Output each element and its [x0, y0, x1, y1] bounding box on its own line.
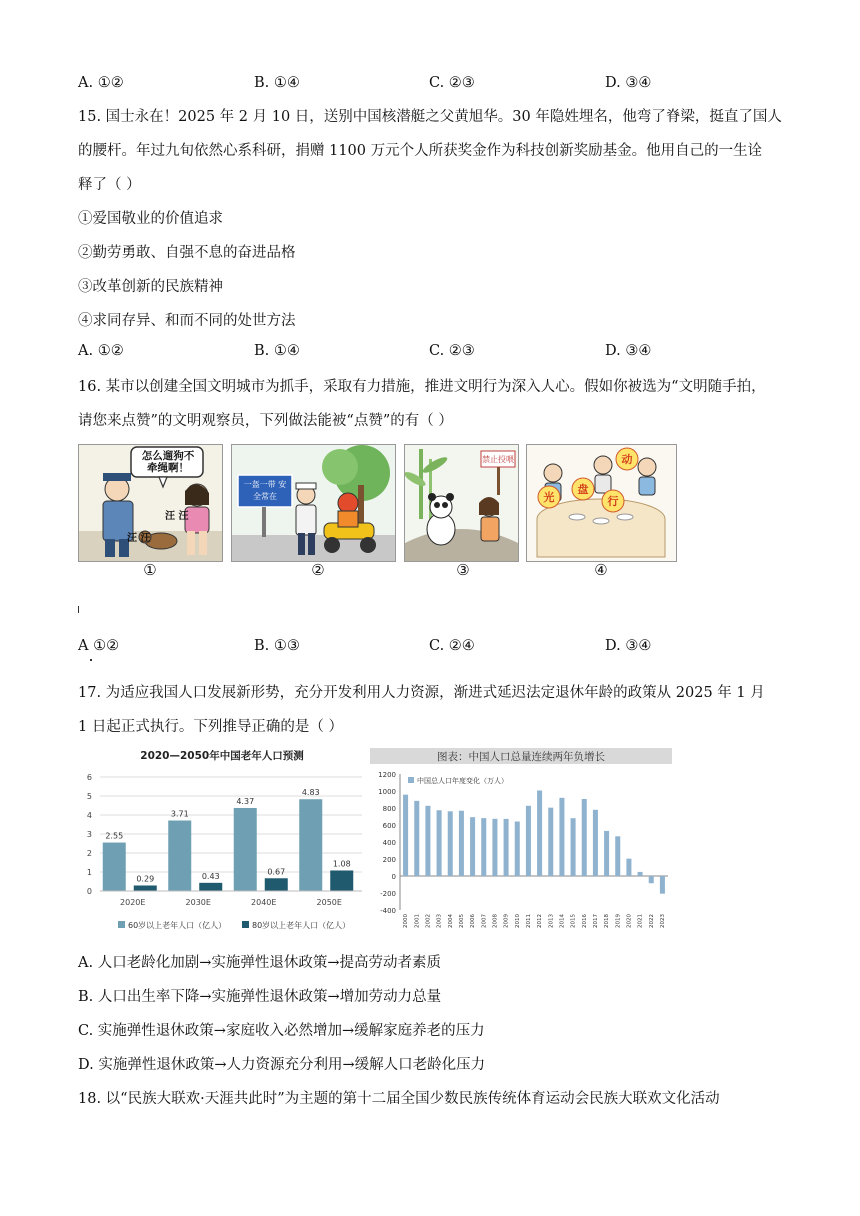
- chart-2-ytick-label: 600: [382, 822, 396, 830]
- chart-1-bar: [234, 808, 257, 891]
- chart-2-bar: [492, 819, 497, 876]
- q17-option-b[interactable]: B. 人口出生率下降→实施弹性退休政策→增加劳动力总量: [78, 989, 442, 1005]
- stray-mark-1: [78, 606, 79, 613]
- picture-1-bark-text: 汪 汪: [165, 511, 189, 522]
- q17-option-d[interactable]: D. 实施弹性退休政策→人力资源充分利用→缓解人口老龄化压力: [78, 1057, 486, 1073]
- chart-2-xtick-label: 2011: [525, 914, 532, 928]
- chart-2-ytick-label: -400: [380, 907, 396, 915]
- stray-mark-2: [90, 659, 92, 661]
- picture-4-badge-3: 行: [607, 495, 619, 508]
- chart-2-xtick-label: 2014: [559, 914, 566, 928]
- chart-2-xtick-label: 2016: [581, 914, 588, 928]
- chart-1-bar: [299, 799, 322, 891]
- picture-1-dog-walking: [78, 444, 223, 562]
- chart-1-data-label: 0.43: [201, 871, 220, 881]
- picture-2-helmet-check: [231, 444, 396, 562]
- chart-2-xtick-label: 2000: [403, 914, 410, 928]
- chart-2-ytick-label: 1000: [378, 788, 396, 796]
- chart-2-ytick-label: 400: [382, 839, 396, 847]
- chart-2-xtick-label: 2020: [626, 914, 633, 928]
- chart-2-bar: [593, 810, 598, 876]
- picture-1-bubble-text: 怎么遛狗不牵绳啊！: [141, 450, 195, 474]
- chart-2-bar: [470, 817, 475, 876]
- chart-1-ytick-label: 4: [86, 811, 92, 820]
- chart-1-bar: [199, 883, 222, 891]
- chart-2-xtick-label: 2004: [447, 914, 454, 928]
- chart-1-title: 2020—2050年中国老年人口预测: [140, 750, 304, 762]
- chart-2-bar: [459, 811, 464, 876]
- chart-2-xtick-label: 2005: [458, 914, 465, 928]
- picture-4-badge-2: 盘: [577, 483, 589, 496]
- chart-1-xtick-label: 2020E: [120, 898, 146, 907]
- q14-options: [78, 75, 798, 95]
- chart-2-xtick-label: 2022: [648, 914, 655, 928]
- chart-1-ytick-label: 5: [86, 792, 92, 801]
- q15-stem-line-2: 的腰杆。年过九旬依然心系科研，捐赠 1100 万元个人所获奖金作为科技创新奖励基金。他用自己的一生诠: [78, 143, 763, 159]
- q17-stem-line-1: 17. 为适应我国人口发展新形势，充分开发利用人力资源，渐进式延迟法定退休年龄的政策从 2025 年 1 月: [78, 685, 765, 701]
- q16-option-b[interactable]: B. ①③: [254, 638, 300, 654]
- chart-1-svg: [78, 745, 366, 937]
- chart-2-xtick-label: 2007: [481, 914, 488, 928]
- picture-3-label: ③: [456, 561, 470, 579]
- q16-stem-line-1: 16. 某市以创建全国文明城市为抓手，采取有力措施，推进文明行为深入人心。假如你被选为“文明随手拍，: [78, 379, 766, 395]
- q15-item-4: ④求同存异、和而不同的处世方法: [78, 313, 296, 329]
- picture-3-sign-text: 禁止投喂: [482, 455, 514, 464]
- q15-option-b[interactable]: B. ①④: [254, 343, 300, 359]
- chart-2-bar: [660, 876, 665, 894]
- chart-1-legend-label: 60岁以上老年人口（亿人）: [128, 921, 227, 930]
- chart-2-xtick-label: 2010: [514, 914, 521, 928]
- chart-2-bar: [414, 801, 419, 876]
- picture-4-badge-4: 动: [621, 453, 633, 466]
- chart-1-bar: [330, 870, 353, 891]
- chart-1-data-label: 4.37: [236, 796, 255, 806]
- chart-1-data-label: 3.71: [170, 809, 189, 819]
- chart-1-legend-swatch: [118, 921, 125, 928]
- chart-2-xtick-label: 2013: [548, 914, 555, 928]
- q17-option-a[interactable]: A. 人口老龄化加剧→实施弹性退休政策→提高劳动者素质: [78, 955, 441, 971]
- q15-item-2: ②勤劳勇敢、自强不息的奋进品格: [78, 245, 296, 261]
- q18-stem-line-1: 18. 以“民族大联欢·天涯共此时”为主题的第十二届全国少数民族传统体育运动会民族大联欢文化活动: [78, 1091, 720, 1107]
- chart-2-bar: [437, 810, 442, 876]
- chart-1-xtick-label: 2050E: [316, 898, 342, 907]
- chart-1-ytick-label: 0: [86, 887, 92, 896]
- chart-1-ytick-label: 6: [86, 773, 92, 782]
- chart-2-xtick-label: 2019: [615, 914, 622, 928]
- chart-elderly-population: [78, 745, 366, 937]
- chart-2-bar: [537, 790, 542, 876]
- q16-option-c[interactable]: C. ②④: [429, 638, 475, 654]
- chart-2-bar: [582, 799, 587, 876]
- q14-option-d[interactable]: D. ③④: [605, 75, 652, 91]
- picture-1-label: ①: [143, 561, 157, 579]
- picture-3-panda-feeding: [404, 444, 519, 562]
- chart-2-xtick-label: 2001: [414, 914, 421, 928]
- picture-1-bark-text-2: 汪 汪: [127, 533, 151, 544]
- chart-2-bar: [403, 795, 408, 876]
- chart-2-svg: [370, 748, 672, 934]
- chart-1-ytick-label: 2: [86, 849, 92, 858]
- chart-2-bar: [526, 806, 531, 876]
- chart-2-bar: [548, 808, 553, 876]
- chart-1-bar: [168, 821, 191, 891]
- chart-1-bar: [103, 843, 126, 891]
- chart-2-xtick-label: 2017: [592, 914, 599, 928]
- chart-2-bar: [626, 859, 631, 876]
- q15-options: [78, 343, 798, 363]
- chart-2-bar: [615, 836, 620, 876]
- chart-2-ytick-label: 0: [391, 873, 396, 881]
- chart-1-ytick-label: 1: [86, 868, 92, 877]
- chart-2-xtick-label: 2003: [436, 914, 443, 928]
- chart-2-bar: [571, 818, 576, 876]
- chart-1-xtick-label: 2030E: [185, 898, 211, 907]
- chart-1-data-label: 4.83: [301, 788, 320, 798]
- chart-2-legend-label: 中国总人口年度变化（万人）: [417, 777, 508, 785]
- chart-1-ytick-label: 3: [86, 830, 92, 839]
- picture-4-clean-plate: [526, 444, 677, 562]
- q15-option-a[interactable]: A. ①②: [78, 343, 124, 359]
- q16-option-d[interactable]: D. ③④: [605, 638, 652, 654]
- chart-2-bar: [448, 811, 453, 876]
- picture-2-illustration: [232, 445, 395, 561]
- q14-option-b[interactable]: B. ①④: [254, 75, 300, 91]
- q15-option-c[interactable]: C. ②③: [429, 343, 475, 359]
- chart-1-data-label: 1.08: [332, 859, 351, 869]
- q17-stem-line-2: 1 日起正式执行。下列推导正确的是（ ）: [78, 719, 343, 735]
- picture-2-label: ②: [311, 561, 325, 579]
- chart-2-xtick-label: 2009: [503, 914, 510, 928]
- chart-population-change: [370, 748, 672, 934]
- q14-option-c[interactable]: C. ②③: [429, 75, 475, 91]
- chart-2-xtick-label: 2008: [492, 914, 499, 928]
- chart-2-xtick-label: 2015: [570, 914, 577, 928]
- picture-2-sign-text: 一盔一带 安全常在: [243, 480, 287, 501]
- chart-2-xtick-label: 2023: [659, 914, 666, 928]
- chart-2-xtick-label: 2021: [637, 914, 644, 928]
- q15-stem-line-3: 释了（ ）: [78, 177, 141, 193]
- q15-item-1: ①爱国敬业的价值追求: [78, 211, 223, 227]
- chart-2-title: 图表：中国人口总量连续两年负增长: [437, 751, 605, 763]
- chart-2-ytick-label: 200: [382, 856, 396, 864]
- chart-2-bar: [504, 819, 509, 876]
- chart-1-data-label: 0.29: [136, 874, 155, 884]
- q15-stem-line-1: 15. 国士永在！2025 年 2 月 10 日，送别中国核潜艇之父黄旭华。30 年隐姓埋名，他弯了脊梁，挺直了国人: [78, 109, 782, 125]
- chart-2-bar: [649, 876, 654, 883]
- picture-4-badge-1: 光: [543, 491, 555, 504]
- chart-2-ytick-label: -200: [380, 890, 396, 898]
- chart-1-data-label: 2.55: [105, 831, 124, 841]
- q14-option-a[interactable]: A. ①②: [78, 75, 124, 91]
- picture-4-label: ④: [594, 561, 608, 579]
- chart-2-xtick-label: 2002: [425, 914, 432, 928]
- chart-1-bar: [265, 878, 288, 891]
- chart-2-ytick-label: 800: [382, 805, 396, 813]
- chart-1-legend-swatch: [242, 921, 249, 928]
- chart-1-xtick-label: 2040E: [251, 898, 277, 907]
- q16-option-a[interactable]: A ①②: [78, 638, 120, 654]
- chart-2-xtick-label: 2018: [604, 914, 611, 928]
- chart-2-xtick-label: 2006: [470, 914, 477, 928]
- chart-2-bar: [604, 831, 609, 876]
- q15-item-3: ③改革创新的民族精神: [78, 279, 223, 295]
- chart-2-xtick-label: 2012: [537, 914, 544, 928]
- chart-2-bar: [481, 818, 486, 876]
- q15-option-d[interactable]: D. ③④: [605, 343, 652, 359]
- chart-1-bar: [134, 885, 157, 891]
- q17-option-c[interactable]: C. 实施弹性退休政策→家庭收入必然增加→缓解家庭养老的压力: [78, 1023, 485, 1039]
- chart-1-data-label: 0.67: [267, 867, 286, 877]
- chart-2-bar: [425, 806, 430, 876]
- q16-stem-line-2: 请您来点赞”的文明观察员，下列做法能被“点赞”的有（ ）: [78, 413, 453, 429]
- chart-2-bar: [638, 872, 643, 876]
- chart-2-legend-swatch: [408, 777, 414, 783]
- q16-options: [78, 638, 798, 658]
- chart-1-legend-label: 80岁以上老年人口（亿人）: [252, 921, 351, 930]
- chart-2-bar: [559, 798, 564, 876]
- chart-2-ytick-label: 1200: [378, 771, 396, 779]
- chart-2-bar: [515, 822, 520, 876]
